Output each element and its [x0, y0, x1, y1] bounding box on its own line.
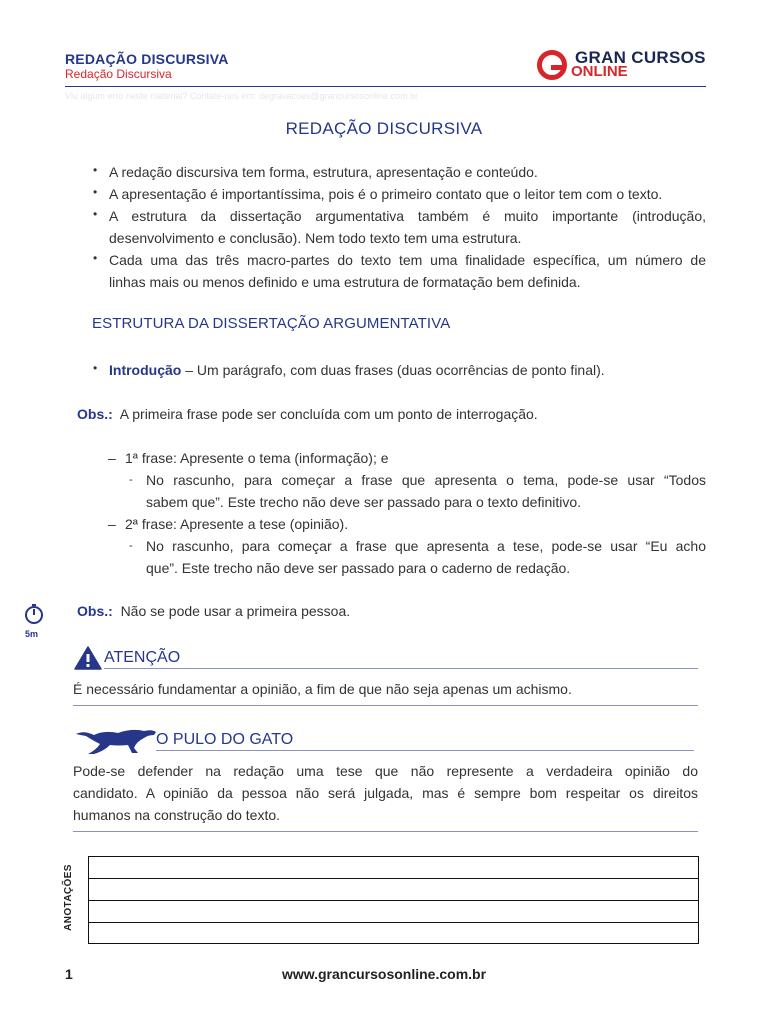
section-title: ESTRUTURA DA DISSERTAÇÃO ARGUMENTATIVA: [92, 315, 451, 332]
gran-cursos-logo: [537, 50, 709, 84]
frase-2-sub-line1: No rascunho, para começar a frase que apresenta a tese, pode-se usar “Eu acho: [146, 538, 706, 554]
frase-1-sub-line1: No rascunho, para começar a frase que apresenta o tema, pode-se usar “Todos: [146, 472, 706, 488]
bullet-icon: •: [93, 207, 98, 221]
logo-g-icon: [537, 50, 567, 80]
bullet-text-2: A apresentação é importantíssima, pois é o primeiro contato que o leitor tem com o texto.: [109, 186, 663, 202]
error-report-note[interactable]: Viu algum erro neste material? Contate-nos em: degravacoes@grancursosonline.com.br: [65, 91, 419, 101]
notes-line: [89, 900, 698, 901]
obs-text: Não se pode usar a primeira pessoa.: [120, 603, 351, 619]
notes-label-text: ANOTAÇÕES: [63, 864, 74, 931]
timer-label: 5m: [25, 629, 39, 639]
frase-2: 2ª frase: Apresente a tese (opinião).: [125, 516, 349, 532]
pulo-bottom-rule: [73, 831, 698, 832]
dash-icon: –: [108, 516, 116, 532]
notes-line: [89, 878, 698, 879]
obs-text: A primeira frase pode ser concluída com um ponto de interrogação.: [119, 406, 538, 422]
notes-box[interactable]: [88, 856, 699, 944]
sub-bullet-icon: -: [129, 474, 133, 486]
atencao-rule: [104, 668, 698, 669]
atencao-title: ATENÇÃO: [104, 649, 181, 666]
pulo-text-line3: humanos na construção do texto.: [73, 807, 281, 823]
bullet-text-1: A redação discursiva tem forma, estrutura, apresentação e conteúdo.: [109, 164, 538, 180]
atencao-text: É necessário fundamentar a opinião, a fim de que não seja apenas um achismo.: [73, 681, 572, 697]
header-title: REDAÇÃO DISCURSIVA: [65, 51, 229, 67]
bullet-text-3-line1: A estrutura da dissertação argumentativa também é muito importante (introdução,: [109, 208, 706, 224]
panther-icon: [74, 726, 158, 756]
pulo-text-line1: Pode-se defender na redação uma tese que não represente a verdadeira opinião do: [73, 763, 698, 779]
pulo-text-line2: candidato. A opinião da pessoa não será julgada, mas é sempre bom respeitar os direitos: [73, 785, 698, 801]
bullet-icon: •: [93, 251, 98, 265]
notes-label: [56, 858, 84, 943]
footer-url[interactable]: www.grancursosonline.com.br: [281, 966, 487, 982]
notes-line: [89, 922, 698, 923]
logo-line2: ONLINE: [571, 63, 628, 80]
sub-bullet-icon: -: [129, 540, 133, 552]
atencao-bottom-rule: [73, 705, 698, 706]
stopwatch-icon: [24, 604, 44, 624]
bullet-icon: •: [93, 361, 98, 375]
page-title: REDAÇÃO DISCURSIVA: [285, 119, 483, 138]
pulo-title: O PULO DO GATO: [156, 731, 294, 748]
header-divider: [65, 86, 706, 87]
pulo-rule: [156, 750, 694, 751]
bullet-text-4-line2: linhas mais ou menos definido e uma estrutura de formatação bem definida.: [109, 274, 581, 290]
logo-line1: GRAN CURSOS: [575, 48, 706, 67]
page-number: 1: [65, 966, 73, 982]
bullet-text-4-line1: Cada uma das três macro-partes do texto tem uma finalidade específica, um número de: [109, 252, 706, 268]
intro-item: [109, 359, 605, 381]
bullet-text-3-line2: desenvolvimento e conclusão). Nem todo texto tem uma estrutura.: [109, 230, 522, 246]
obs-label: Obs.:: [77, 603, 113, 619]
frase-1-sub-line2: sabem que”. Este trecho não deve ser passado para o texto definitivo.: [146, 494, 582, 510]
warning-icon: [74, 646, 102, 670]
obs-note-2: [77, 600, 350, 622]
header-subtitle: Redação Discursiva: [65, 67, 172, 81]
dash-icon: –: [108, 450, 116, 466]
obs-note-1: [77, 403, 538, 425]
intro-label: Introdução: [109, 362, 182, 378]
intro-text: – Um parágrafo, com duas frases (duas ocorrências de ponto final).: [181, 362, 605, 378]
frase-1: 1ª frase: Apresente o tema (informação); e: [125, 450, 389, 466]
frase-2-sub-line2: que”. Este trecho não deve ser passado para o caderno de redação.: [146, 560, 571, 576]
bullet-icon: •: [93, 185, 98, 199]
obs-label: Obs.:: [77, 406, 113, 422]
bullet-icon: •: [93, 163, 98, 177]
